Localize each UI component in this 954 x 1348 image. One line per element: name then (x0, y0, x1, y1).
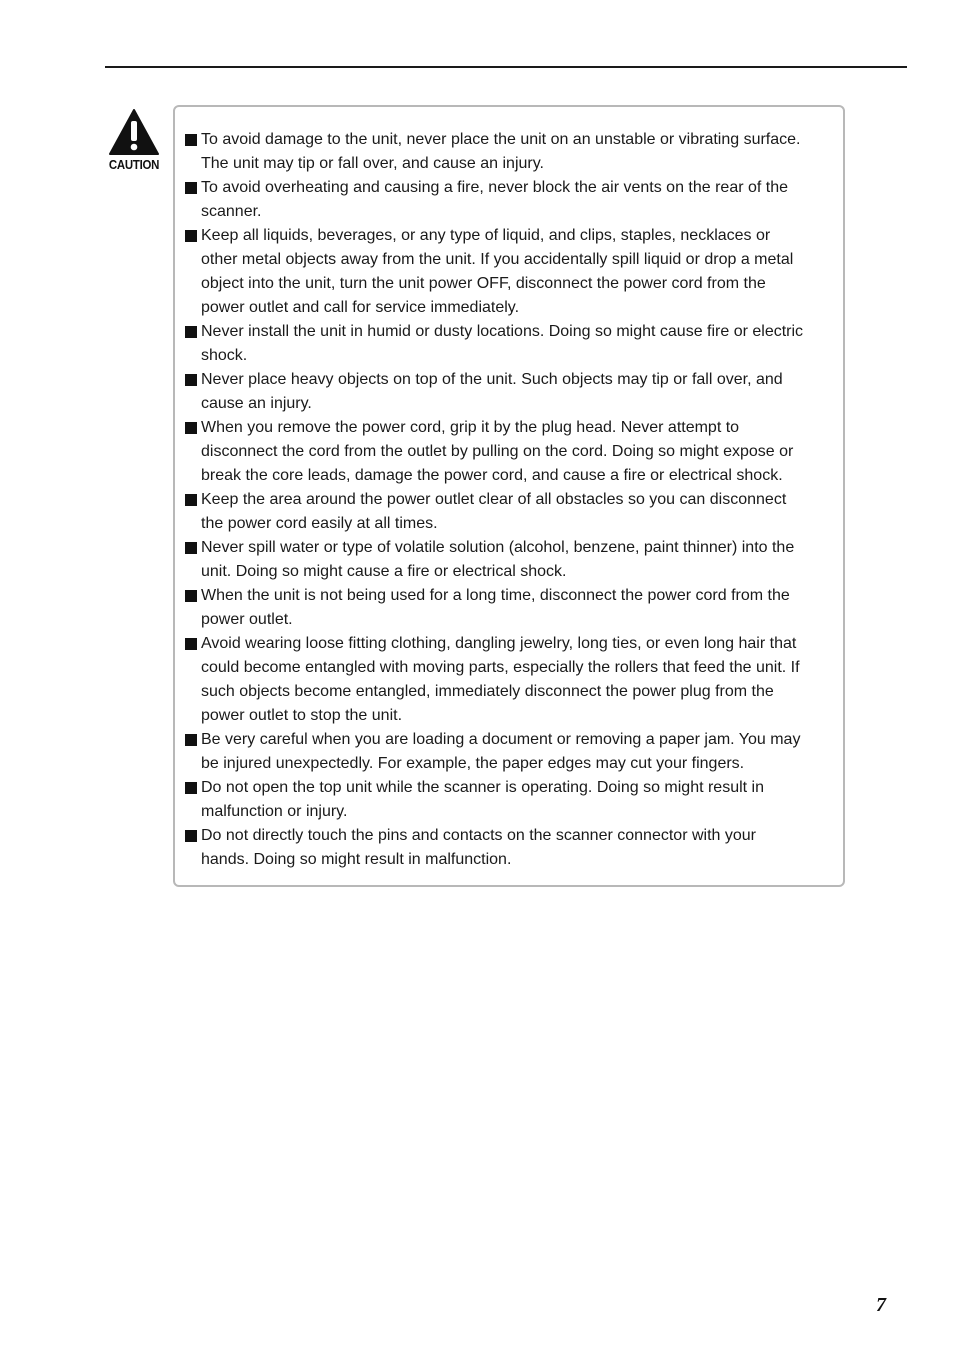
caution-item (185, 584, 845, 632)
caution-item-line: cause an injury. (201, 395, 312, 412)
caution-item-line: The unit may tip or fall over, and cause an injury. (201, 155, 544, 172)
caution-item-line: Keep the area around the power outlet clear of all obstacles so you can disconnect (201, 491, 787, 508)
caution-item-line: the power cord easily at all times. (201, 515, 438, 532)
square-bullet-icon (185, 326, 197, 338)
caution-item (185, 224, 845, 320)
caution-item (185, 176, 845, 224)
header-rule (105, 66, 907, 68)
caution-item-line: Keep all liquids, beverages, or any type of liquid, and clips, staples, necklaces or (201, 227, 771, 244)
square-bullet-icon (185, 494, 197, 506)
square-bullet-icon (185, 182, 197, 194)
caution-marker (104, 108, 164, 172)
caution-item-line: Avoid wearing loose fitting clothing, dangling jewelry, long ties, or even long hair that (201, 635, 797, 652)
caution-item (185, 368, 845, 416)
caution-item-line: Never place heavy objects on top of the unit. Such objects may tip or fall over, and (201, 371, 783, 388)
caution-item-line: object into the unit, turn the unit power OFF, disconnect the power cord from the (201, 275, 766, 292)
page-number: 7 (876, 1294, 886, 1316)
warning-triangle-icon (108, 108, 160, 156)
caution-item (185, 320, 845, 368)
caution-item (185, 728, 845, 776)
caution-item-line: Never spill water or type of volatile solution (alcohol, benzene, paint thinner) into the (201, 539, 795, 556)
caution-item (185, 536, 845, 584)
square-bullet-icon (185, 782, 197, 794)
square-bullet-icon (185, 134, 197, 146)
caution-item (185, 128, 845, 176)
caution-item-line: Be very careful when you are loading a document or removing a paper jam. You may (201, 731, 801, 748)
caution-box (173, 105, 845, 887)
caution-item-line: other metal objects away from the unit. If you accidentally spill liquid or drop a metal (201, 251, 794, 268)
caution-item-line: such objects become entangled, immediately disconnect the power plug from the (201, 683, 774, 700)
caution-item-line: disconnect the cord from the outlet by pulling on the cord. Doing so might expose or (201, 443, 794, 460)
caution-item-line: Do not open the top unit while the scanner is operating. Doing so might result in (201, 779, 764, 796)
square-bullet-icon (185, 374, 197, 386)
caution-item-line: unit. Doing so might cause a fire or electrical shock. (201, 563, 567, 580)
caution-item-line: Do not directly touch the pins and contacts on the scanner connector with your (201, 827, 756, 844)
caution-item-line: power outlet and call for service immediately. (201, 299, 520, 316)
caution-item-line: To avoid damage to the unit, never place the unit on an unstable or vibrating surface. (201, 131, 801, 148)
square-bullet-icon (185, 422, 197, 434)
caution-item (185, 416, 845, 488)
caution-item-line: When the unit is not being used for a long time, disconnect the power cord from the (201, 587, 790, 604)
caution-item-line: malfunction or injury. (201, 803, 348, 820)
caution-list (185, 128, 845, 872)
caution-item-line: scanner. (201, 203, 262, 220)
square-bullet-icon (185, 734, 197, 746)
caution-label: CAUTION (108, 157, 160, 172)
caution-item-line: could become entangled with moving parts, especially the rollers that feed the unit. If (201, 659, 800, 676)
caution-item-line: be injured unexpectedly. For example, the paper edges may cut your fingers. (201, 755, 745, 772)
caution-item-line: break the core leads, damage the power cord, and cause a fire or electrical shock. (201, 467, 783, 484)
caution-item-line: To avoid overheating and causing a fire, never block the air vents on the rear of the (201, 179, 789, 196)
square-bullet-icon (185, 638, 197, 650)
caution-item-line: Never install the unit in humid or dusty locations. Doing so might cause fire or electric (201, 323, 804, 340)
square-bullet-icon (185, 542, 197, 554)
square-bullet-icon (185, 590, 197, 602)
caution-item-line: power outlet to stop the unit. (201, 707, 403, 724)
caution-item-line: hands. Doing so might result in malfunction. (201, 851, 512, 868)
caution-item (185, 776, 845, 824)
caution-item (185, 824, 845, 872)
caution-item-line: shock. (201, 347, 248, 364)
caution-item (185, 488, 845, 536)
square-bullet-icon (185, 830, 197, 842)
caution-item-line: power outlet. (201, 611, 293, 628)
caution-item (185, 632, 845, 728)
square-bullet-icon (185, 230, 197, 242)
caution-item-line: When you remove the power cord, grip it by the plug head. Never attempt to (201, 419, 740, 436)
